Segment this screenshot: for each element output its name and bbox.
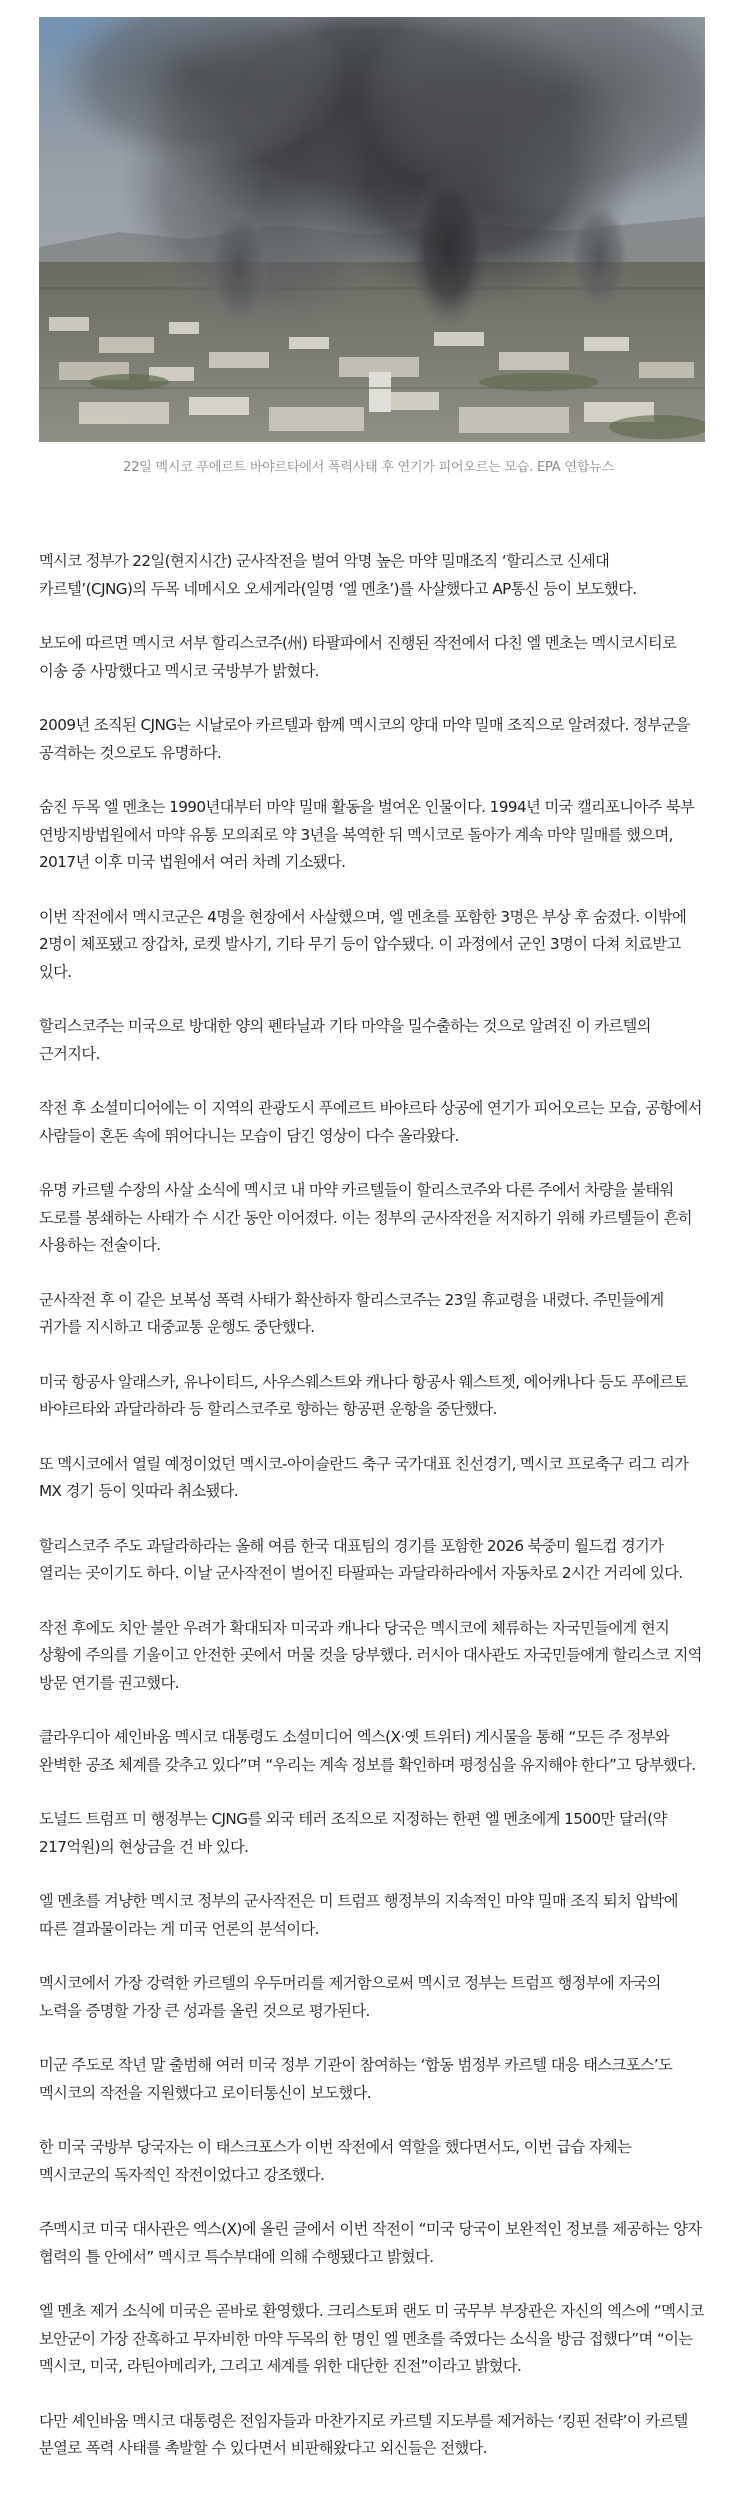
paragraph: 엘 멘초를 겨냥한 멕시코 정부의 군사작전은 미 트럼프 행정부의 지속적인 마약 밀매 조직 퇴치 압박에 따른 결과물이라는 게 미국 언론의 분석이다. (39, 1892, 678, 1938)
paragraph: 미군 주도로 작년 말 출범해 여러 미국 정부 기관이 참여하는 ‘합동 범정부 카르텔 대응 태스크포스’도 멕시코의 작전을 지원했다고 로이터통신이 보도했다. (39, 2056, 673, 2102)
paragraph: 유명 카르텔 수장의 사살 소식에 멕시코 내 마약 카르텔들이 할리스코주와 다른 주에서 차량을 불태워 도로를 봉쇄하는 사태가 수 시간 동안 이어졌다. 이는 정부의 군사작전을 저지하기 위해 카르텔들이 흔히 사용하는 전술이다. (39, 1181, 692, 1254)
paragraph: 멕시코 정부가 22일(현지시간) 군사작전을 벌여 악명 높은 마약 밀매조직 ‘할리스코 신세대 카르텔’(CJNG)의 두목 네메시오 오세게라(일명 ‘엘 멘초’)를 사살했다고 AP통신 등이 보도했다. (39, 552, 637, 598)
paragraph: 도널드 트럼프 미 행정부는 CJNG를 외국 테러 조직으로 지정하는 한편 엘 멘초에게 1500만 달러(약 217억원)의 현상금을 건 바 있다. (39, 1810, 667, 1856)
paragraph: 군사작전 후 이 같은 보복성 폭력 사태가 확산하자 할리스코주는 23일 휴교령을 내렸다. 주민들에게 귀가를 지시하고 대중교통 운행도 중단했다. (39, 1290, 664, 1336)
paragraph: 한 미국 국방부 당국자는 이 태스크포스가 이번 작전에서 역할을 했다면서도, 이번 급습 자체는 멕시코군의 독자적인 작전이었다고 강조했다. (39, 2138, 632, 2184)
paragraph: 보도에 따르면 멕시코 서부 할리스코주(州) 타팔파에서 진행된 작전에서 다친 엘 멘초는 멕시코시티로 이송 중 사망했다고 멕시코 국방부가 밝혔다. (39, 634, 677, 680)
paragraph: 작전 후 소셜미디어에는 이 지역의 관광도시 푸에르트 바야르타 상공에 연기가 피어오르는 모습, 공항에서 사람들이 혼돈 속에 뛰어다니는 모습이 담긴 영상이 다수 올라왔다. (39, 1099, 702, 1145)
smoke-over-city-image (39, 17, 705, 442)
paragraph: 미국 항공사 알래스카, 유나이티드, 사우스웨스트와 캐나다 항공사 웨스트젯, 에어캐나다 등도 푸에르토 바야르타와 과달라하라 등 할리스코주로 향하는 항공편 운항을 중단했다. (39, 1372, 688, 1418)
paragraph: 멕시코에서 가장 강력한 카르텔의 우두머리를 제거함으로써 멕시코 정부는 트럼프 행정부에 자국의 노력을 증명할 가장 큰 성과를 올린 것으로 평가된다. (39, 1974, 661, 2020)
photo-caption: 22일 멕시코 푸에르트 바야르타에서 폭력사태 후 연기가 피어오르는 모습. EPA 연합뉴스 (123, 460, 614, 475)
paragraph: 할리스코주 주도 과달라하라는 올해 여름 한국 대표팀의 경기를 포함한 2026 북중미 월드컵 경기가 열리는 곳이기도 하다. 이날 군사작전이 벌어진 타팔파는 과달라하라에서 자동차로 2시간 거리에 있다. (39, 1536, 683, 1582)
paragraph: 다만 셰인바움 멕시코 대통령은 전임자들과 마찬가지로 카르텔 지도부를 제거하는 ‘킹핀 전략’이 카르텔 분열로 폭력 사태를 촉발할 수 있다면서 비판해왔다고 외신들은 전했다. (39, 2411, 688, 2457)
paragraph: 이번 작전에서 멕시코군은 4명을 현장에서 사살했으며, 엘 멘초를 포함한 3명은 부상 후 숨졌다. 이밖에 2명이 체포됐고 장갑차, 로켓 발사기, 기타 무기 등이 압수됐다. 이 과정에서 군인 3명이 다쳐 치료받고 있다. (39, 907, 687, 981)
paragraph: 엘 멘초 제거 소식에 미국은 곧바로 환영했다. 크리스토퍼 랜도 미 국무부 부장관은 자신의 엑스에 “멕시코 보안군이 가장 잔혹하고 무자비한 마약 두목의 한 명인 엘 멘초를 죽였다는 소식을 방금 접했다”며 “이는 멕시코, 미국, 라틴아메리카, 그리고 세계를 위한 대단한 진전”이라고 밝혔다. (39, 2302, 704, 2375)
paragraph: 할리스코주는 미국으로 방대한 양의 펜타닐과 기타 마약을 밀수출하는 것으로 알려진 이 카르텔의 근거지다. (39, 1017, 651, 1063)
paragraph: 숨진 두목 엘 멘초는 1990년대부터 마약 밀매 활동을 벌여온 인물이다. 1994년 미국 캘리포니아주 북부 연방지방법원에서 마약 유통 모의죄로 약 3년을 복역한 뒤 멕시코로 돌아가 계속 마약 밀매를 했으며, 2017년 이후 미국 법원에서 여러 차례 기소됐다. (39, 798, 695, 871)
paragraph: 작전 후에도 치안 불안 우려가 확대되자 미국과 캐나다 당국은 멕시코에 체류하는 자국민들에게 현지 상황에 주의를 기울이고 안전한 곳에서 머물 것을 당부했다. 러시아 대사관도 자국민들에게 할리스코 지역 방문 연기를 권고했다. (39, 1618, 702, 1692)
paragraph: 주멕시코 미국 대사관은 엑스(X)에 올린 글에서 이번 작전이 “미국 당국이 보완적인 정보를 제공하는 양자 협력의 틀 안에서” 멕시코 특수부대에 의해 수행됐다고 밝혔다. (39, 2220, 702, 2266)
article-body (39, 548, 705, 2490)
article-photo (39, 17, 705, 442)
paragraph: 클라우디아 셰인바움 멕시코 대통령도 소셜미디어 엑스(X·옛 트위터) 게시물을 통해 “모든 주 정부와 완벽한 공조 체계를 갖추고 있다”며 “우리는 계속 정보를 확인하며 평정심을 유지해야 한다”고 당부했다. (39, 1728, 696, 1774)
paragraph: 또 멕시코에서 열릴 예정이었던 멕시코-아이슬란드 축구 국가대표 친선경기, 멕시코 프로축구 리그 리가 MX 경기 등이 잇따라 취소됐다. (39, 1454, 689, 1500)
paragraph: 2009년 조직된 CJNG는 시날로아 카르텔과 함께 멕시코의 양대 마약 밀매 조직으로 알려졌다. 정부군을 공격하는 것으로도 유명하다. (39, 716, 690, 762)
